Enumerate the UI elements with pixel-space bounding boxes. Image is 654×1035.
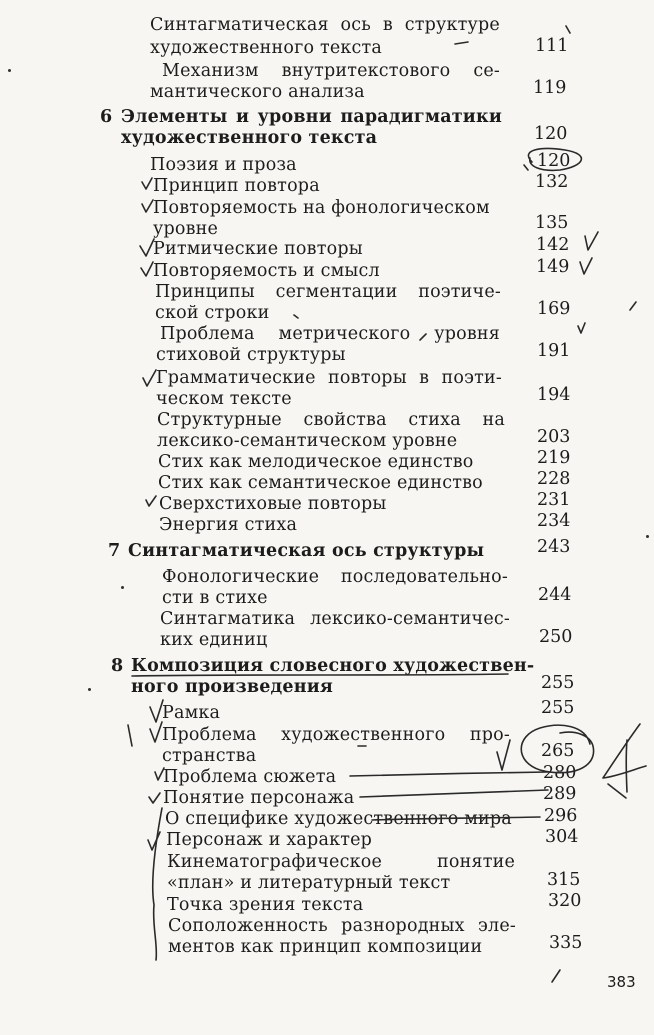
toc-entry-line: стиховой структуры bbox=[156, 345, 346, 365]
toc-entry-line: Структурные свойства стиха на bbox=[157, 410, 505, 430]
toc-entry-line: Синтагматика лексико-семантичес- bbox=[160, 609, 510, 629]
toc-entry-line: странства bbox=[162, 746, 257, 766]
page-number: 194 bbox=[537, 385, 571, 405]
chapter-number: 7 bbox=[108, 541, 121, 561]
page-number: 335 bbox=[549, 933, 583, 953]
page-number: 234 bbox=[537, 511, 571, 531]
check-mark-icon bbox=[585, 232, 598, 250]
toc-entry-line: Стих как семантическое единство bbox=[158, 473, 483, 493]
toc-entry-line: Сверхстиховые повторы bbox=[159, 494, 387, 514]
check-mark-icon bbox=[578, 323, 585, 333]
toc-entry-line: Принципы сегментации поэтиче- bbox=[155, 282, 501, 302]
stray-dot bbox=[88, 688, 91, 691]
check-mark-icon bbox=[580, 258, 592, 274]
page-number: 169 bbox=[537, 299, 571, 319]
page-number: 119 bbox=[533, 78, 567, 98]
page-number: 203 bbox=[537, 427, 571, 447]
toc-entry-line: Проблема метрического уровня bbox=[160, 324, 500, 344]
bracket-mark bbox=[153, 808, 162, 960]
toc-entry-line: Повторяемость и смысл bbox=[153, 261, 380, 281]
toc-entry-line: художественного текста bbox=[150, 38, 383, 58]
toc-entry-line: Соположенность разнородных эле- bbox=[168, 916, 516, 936]
toc-entry-line: Проблема художественного про- bbox=[162, 725, 510, 745]
toc-entry-line: лексико-семантическом уровне bbox=[157, 431, 458, 451]
page-number: 320 bbox=[548, 891, 582, 911]
page-number: 265 bbox=[541, 741, 575, 761]
check-mark-icon bbox=[146, 496, 156, 506]
page-number: 289 bbox=[543, 784, 577, 804]
page-number: 219 bbox=[537, 448, 571, 468]
stray-dot bbox=[121, 586, 124, 589]
page-number: 280 bbox=[543, 763, 577, 783]
toc-entry-line: ких единиц bbox=[160, 630, 268, 650]
toc-entry-line: Поэзия и проза bbox=[150, 155, 297, 175]
page-number: 142 bbox=[536, 235, 570, 255]
toc-entry-line: Ритмические повторы bbox=[153, 239, 363, 259]
toc-entry-line: Кинематографическое понятие bbox=[167, 852, 515, 872]
page-number: 120 bbox=[537, 151, 571, 171]
toc-entry-line: сти в стихе bbox=[162, 588, 268, 608]
page-number: 111 bbox=[535, 36, 569, 56]
check-mark-icon bbox=[142, 178, 152, 189]
check-mark-icon bbox=[142, 200, 153, 212]
toc-entry-line: Принцип повтора bbox=[153, 176, 320, 196]
toc-entry-line: Точка зрения текста bbox=[167, 895, 364, 915]
strike-line bbox=[360, 790, 548, 797]
page-number: 149 bbox=[536, 257, 570, 277]
toc-entry-line: мантического анализа bbox=[150, 82, 365, 102]
toc-entry-line: Энергия стиха bbox=[159, 515, 298, 535]
toc-entry-line: Повторяемость на фонологическом bbox=[153, 198, 490, 218]
toc-entry-line: Механизм внутритекстового се- bbox=[162, 61, 500, 81]
toc-entry-line: Персонаж и характер bbox=[166, 830, 373, 850]
page-number: 244 bbox=[538, 585, 572, 605]
chapter-title-line: Синтагматическая ось структуры bbox=[128, 541, 485, 561]
check-mark-icon bbox=[140, 239, 154, 256]
toc-entry-line: Рамка bbox=[162, 703, 221, 723]
toc-entry-line: ческом тексте bbox=[156, 389, 292, 409]
toc-entry-line: «план» и литературный текст bbox=[167, 873, 451, 893]
chapter-title-line: Композиция словесного художествен- bbox=[131, 656, 535, 676]
folio-page-number: 383 bbox=[607, 973, 636, 991]
page-number: 315 bbox=[547, 870, 581, 890]
chapter-number: 6 bbox=[100, 107, 113, 127]
page-number: 135 bbox=[535, 213, 569, 233]
check-mark-icon bbox=[148, 832, 160, 850]
page-number: 255 bbox=[541, 698, 575, 718]
toc-entry-line: Стих как мелодическое единство bbox=[158, 452, 474, 472]
chapter-title-line: Элементы и уровни парадигматики bbox=[121, 107, 502, 127]
page-number: 296 bbox=[544, 806, 578, 826]
check-mark-icon bbox=[141, 262, 153, 276]
toc-entry-line: ской строки bbox=[155, 303, 270, 323]
page-number: 243 bbox=[537, 537, 571, 557]
check-mark-icon bbox=[149, 793, 160, 803]
page-number: 250 bbox=[539, 627, 573, 647]
page-number: 255 bbox=[541, 673, 575, 693]
page-number: 231 bbox=[537, 490, 571, 510]
toc-entry-line: Синтагматическая ось в структуре bbox=[150, 15, 500, 35]
toc-entry-line: Грамматические повторы в поэти- bbox=[156, 368, 502, 388]
toc-entry-line: ментов как принцип композиции bbox=[168, 937, 483, 957]
toc-entry-line: Фонологические последовательно- bbox=[162, 567, 508, 587]
handwritten-figure bbox=[603, 724, 646, 778]
strike-line bbox=[350, 772, 548, 776]
chapter-title-line: художественного текста bbox=[121, 128, 378, 148]
check-mark-icon bbox=[150, 722, 162, 742]
page-number: 304 bbox=[545, 827, 579, 847]
chapter-title-line: ного произведения bbox=[131, 677, 334, 697]
page-number: 120 bbox=[534, 124, 568, 144]
toc-entry-line: уровне bbox=[153, 219, 219, 239]
page-number: 228 bbox=[537, 469, 571, 489]
check-mark-icon bbox=[143, 370, 156, 386]
handwritten-figure bbox=[626, 740, 627, 792]
toc-entry-line: О специфике художественного мира bbox=[165, 809, 512, 829]
stray-dot bbox=[646, 535, 649, 538]
stray-dot bbox=[8, 69, 11, 72]
toc-entry-line: Понятие персонажа bbox=[163, 788, 355, 808]
toc-entry-line: Проблема сюжета bbox=[163, 767, 337, 787]
chapter-number: 8 bbox=[111, 656, 124, 676]
page-number: 191 bbox=[537, 341, 571, 361]
page-number: 132 bbox=[535, 172, 569, 192]
handwritten-figure bbox=[608, 784, 626, 798]
